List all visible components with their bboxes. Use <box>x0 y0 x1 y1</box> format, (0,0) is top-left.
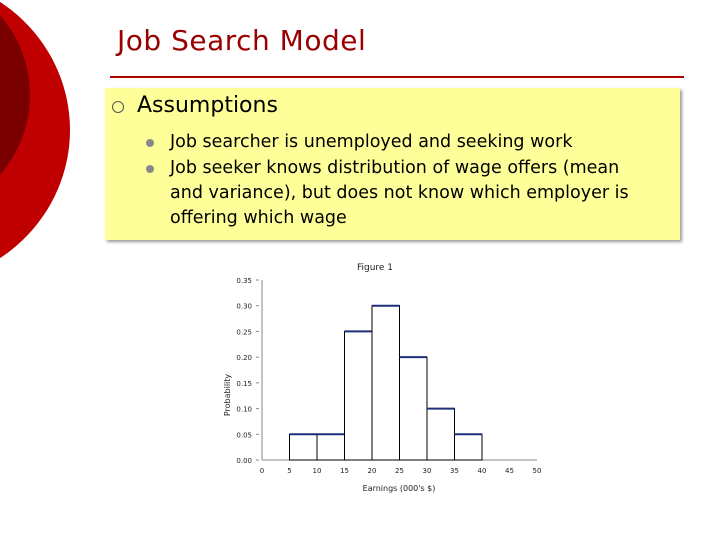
y-tick-label: 0.05 <box>236 431 252 440</box>
x-tick-label: 20 <box>367 467 377 475</box>
y-tick-label: 0.10 <box>236 405 252 414</box>
x-tick-labels <box>260 467 542 475</box>
x-tick-label: 0 <box>259 467 265 475</box>
chart-title: Figure 1 <box>356 263 394 273</box>
histogram-bar <box>372 306 400 460</box>
slide-title: Job Search Model <box>117 24 367 57</box>
histogram-bar <box>345 331 373 460</box>
histogram-bar <box>290 434 318 460</box>
histogram-bar <box>427 409 455 460</box>
x-tick-label: 30 <box>422 467 432 475</box>
x-tick-label: 35 <box>450 467 459 475</box>
x-tick-label: 50 <box>532 467 542 475</box>
dot-bullet-icon <box>146 139 154 147</box>
x-tick-label: 5 <box>287 467 292 475</box>
x-tick-label: 45 <box>505 467 514 475</box>
y-axis-label: Probability <box>223 373 232 417</box>
decorative-circles <box>0 0 110 540</box>
histogram-bar <box>455 434 483 460</box>
y-tick-label: 0.35 <box>236 277 252 285</box>
dot-bullet-icon <box>146 165 154 173</box>
histogram-bars <box>290 306 483 460</box>
assumptions-heading: Assumptions <box>137 93 278 118</box>
histogram-bar <box>317 434 345 460</box>
bullet-item: Job searcher is unemployed and seeking work <box>170 132 573 152</box>
y-tick-label: 0.30 <box>236 302 252 311</box>
bullet-item: Job seeker knows distribution of wage offers (mean and variance), but does not know which employer is offering which wage <box>170 158 629 228</box>
histogram-chart <box>210 255 550 495</box>
y-tick-label: 0.15 <box>236 379 252 388</box>
x-tick-label: 10 <box>312 467 322 475</box>
y-tick-label: 0.20 <box>236 354 252 363</box>
x-axis-label: Earnings (000's $) <box>362 484 436 493</box>
y-tick-label: 0.25 <box>236 328 252 337</box>
title-rule <box>110 76 684 78</box>
x-tick-label: 25 <box>395 467 404 475</box>
x-tick-label: 15 <box>340 467 349 475</box>
x-tick-label: 40 <box>477 467 487 475</box>
histogram-bar <box>400 357 428 460</box>
ring-bullet-icon <box>112 101 124 113</box>
y-tick-labels <box>236 277 259 465</box>
y-tick-label: 0.00 <box>236 457 252 465</box>
